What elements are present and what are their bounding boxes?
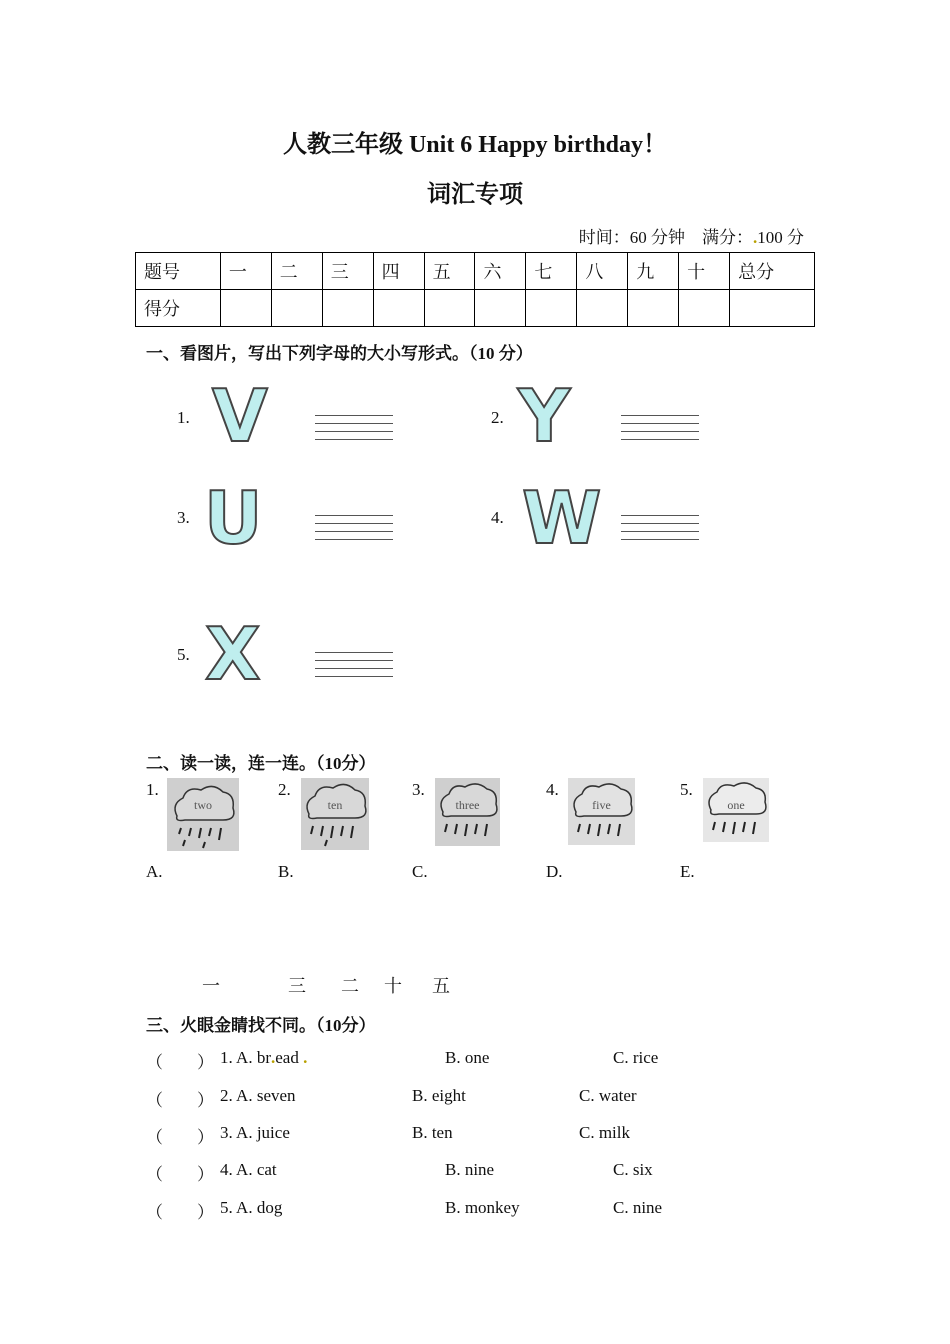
item-number: 5. — [177, 645, 190, 664]
writing-lines[interactable] — [315, 415, 393, 445]
option-b: B. monkey — [445, 1198, 520, 1217]
score-input-cell[interactable] — [373, 290, 424, 327]
item-number: 4. — [546, 780, 559, 799]
item-number: 4. — [491, 508, 504, 527]
score-table-header-row — [136, 253, 815, 290]
section1-heading: 一、看图片，写出下列字母的大小写形式。（10 分） — [146, 344, 533, 363]
answer-parens[interactable]: （ ） — [146, 1128, 214, 1147]
item-number: 5. — [680, 780, 693, 799]
option-a: 5. A. dog — [220, 1198, 283, 1217]
option-c: C. rice — [613, 1048, 659, 1067]
writing-lines[interactable] — [621, 415, 699, 445]
page-title: 人教三年级 Unit 6 Happy birthday！ — [282, 132, 668, 158]
rain-cloud-icon[interactable] — [568, 778, 635, 845]
chinese-number[interactable]: 二 — [341, 976, 359, 996]
option-b: B. eight — [412, 1086, 466, 1105]
option-b: B. nine — [445, 1160, 495, 1179]
match-option[interactable]: E. — [680, 862, 695, 881]
item-number: 1. — [146, 780, 159, 799]
score-input-cell[interactable] — [679, 290, 730, 327]
table-cell: 题号 — [136, 253, 221, 290]
section3-heading: 三、火眼金睛找不同。（10分） — [146, 1016, 376, 1035]
score-table — [135, 252, 815, 327]
table-cell: 八 — [577, 253, 628, 290]
item-number: 2. — [491, 408, 504, 427]
option-c: C. water — [579, 1086, 637, 1105]
table-cell: 四 — [373, 253, 424, 290]
table-cell: 七 — [526, 253, 577, 290]
score-input-cell[interactable] — [475, 290, 526, 327]
page-subtitle: 词汇专项 — [427, 182, 523, 208]
score-input-cell[interactable] — [628, 290, 679, 327]
option-c: C. nine — [613, 1198, 663, 1217]
option-a: 4. A. cat — [220, 1160, 277, 1179]
score-input-cell[interactable] — [730, 290, 815, 327]
rain-cloud-icon[interactable] — [435, 778, 500, 846]
rain-cloud-icon[interactable] — [167, 778, 239, 851]
chinese-number[interactable]: 一 — [202, 976, 220, 996]
letter-x-icon: X — [205, 612, 261, 696]
score-input-cell[interactable] — [220, 290, 271, 327]
writing-lines[interactable] — [315, 652, 393, 682]
table-cell: 三 — [322, 253, 373, 290]
answer-parens[interactable]: （ ） — [146, 1053, 214, 1072]
chinese-number[interactable]: 十 — [384, 976, 402, 996]
cloud-word: five — [592, 798, 611, 812]
table-cell: 十 — [679, 253, 730, 290]
match-option[interactable]: B. — [278, 862, 294, 881]
item-number: 3. — [177, 508, 190, 527]
answer-parens[interactable]: （ ） — [146, 1165, 214, 1184]
table-cell: 五 — [424, 253, 475, 290]
option-a: 3. A. juice — [220, 1123, 290, 1142]
option-b: B. one — [445, 1048, 490, 1067]
cloud-drawing — [167, 778, 239, 851]
item-number: 2. — [278, 780, 291, 799]
option-c: C. milk — [579, 1123, 631, 1142]
letter-u-icon: U — [204, 476, 263, 560]
writing-lines[interactable] — [315, 515, 393, 545]
option-a: 1. A. br.ead . — [220, 1048, 308, 1067]
chinese-number[interactable]: 五 — [432, 976, 450, 996]
table-cell: 六 — [475, 253, 526, 290]
score-input-cell[interactable] — [424, 290, 475, 327]
chinese-number[interactable]: 三 — [288, 976, 306, 996]
score-input-cell[interactable] — [322, 290, 373, 327]
cloud-word: three — [455, 798, 480, 812]
score-input-cell[interactable] — [271, 290, 322, 327]
answer-parens[interactable]: （ ） — [146, 1091, 214, 1110]
cloud-word: two — [194, 798, 212, 812]
score-input-cell[interactable] — [526, 290, 577, 327]
option-c: C. six — [613, 1160, 653, 1179]
rain-cloud-icon[interactable] — [703, 778, 769, 842]
score-table-score-row — [136, 290, 815, 327]
option-b: B. ten — [412, 1123, 453, 1142]
cloud-word: ten — [327, 798, 343, 812]
table-cell: 二 — [271, 253, 322, 290]
letter-y-icon: Y — [518, 374, 571, 458]
cloud-word: one — [727, 798, 745, 812]
rain-cloud-icon[interactable] — [301, 778, 369, 850]
score-input-cell[interactable] — [577, 290, 628, 327]
item-number: 3. — [412, 780, 425, 799]
table-cell: 九 — [628, 253, 679, 290]
time-score-info: 时间：60 分钟 满分：.100 分 — [578, 228, 804, 247]
section2-heading: 二、读一读，连一连。（10分） — [146, 754, 376, 773]
cloud-drawing — [301, 778, 369, 850]
frog-letter-v-icon: V — [212, 374, 268, 458]
frog-letter-w-icon: W — [522, 476, 602, 560]
answer-parens[interactable]: （ ） — [146, 1203, 214, 1222]
match-option[interactable]: A. — [146, 862, 163, 881]
item-number: 1. — [177, 408, 190, 427]
writing-lines[interactable] — [621, 515, 699, 545]
match-option[interactable]: C. — [412, 862, 428, 881]
option-a: 2. A. seven — [220, 1086, 296, 1105]
table-cell: 一 — [220, 253, 271, 290]
match-option[interactable]: D. — [546, 862, 563, 881]
table-cell: 得分 — [136, 290, 221, 327]
table-cell: 总分 — [730, 253, 815, 290]
